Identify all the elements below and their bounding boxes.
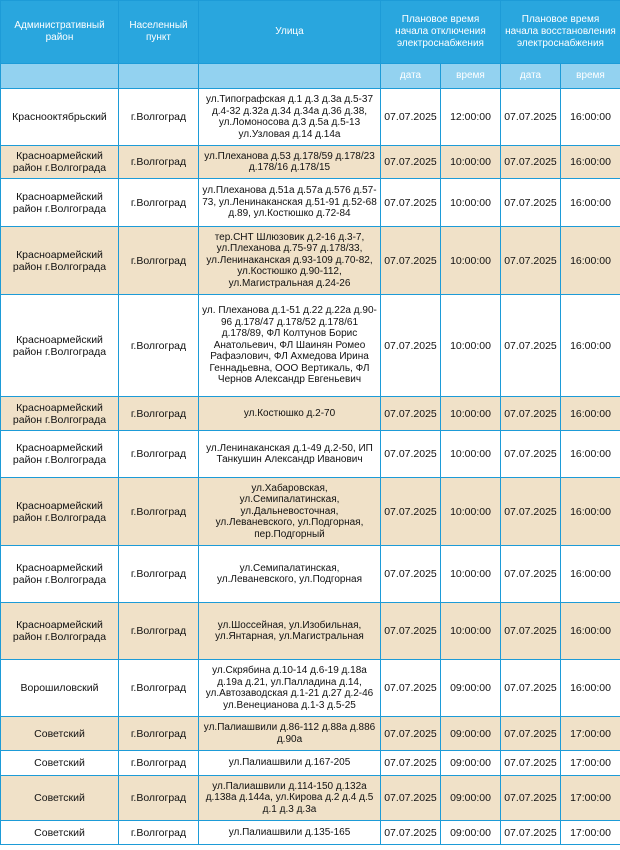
subheader-on-date: дата xyxy=(501,64,561,89)
cell-off-time: 10:00:00 xyxy=(441,546,501,603)
cell-on-date: 07.07.2025 xyxy=(501,776,561,821)
cell-locality: г.Волгоград xyxy=(119,146,199,179)
cell-on-date: 07.07.2025 xyxy=(501,431,561,478)
header-street: Улица xyxy=(199,1,381,64)
cell-locality: г.Волгоград xyxy=(119,478,199,546)
table-row xyxy=(1,146,620,179)
table-row xyxy=(1,751,620,776)
cell-district: Ворошиловский xyxy=(1,660,119,717)
cell-off-date: 07.07.2025 xyxy=(381,478,441,546)
cell-district: Советский xyxy=(1,821,119,845)
table-row xyxy=(1,660,620,717)
header-off-time: Плановое время начала отключения электроснабжения xyxy=(381,1,501,64)
cell-off-time: 10:00:00 xyxy=(441,397,501,431)
subheader-blank xyxy=(119,64,199,89)
cell-district: Красноармейский район г.Волгограда xyxy=(1,546,119,603)
cell-district: Красноармейский район г.Волгограда xyxy=(1,179,119,227)
cell-on-time: 16:00:00 xyxy=(561,431,620,478)
table-row xyxy=(1,603,620,660)
cell-locality: г.Волгоград xyxy=(119,821,199,845)
table-row xyxy=(1,431,620,478)
cell-on-time: 16:00:00 xyxy=(561,295,620,397)
cell-district: Советский xyxy=(1,751,119,776)
cell-on-date: 07.07.2025 xyxy=(501,179,561,227)
cell-locality: г.Волгоград xyxy=(119,397,199,431)
cell-off-time: 10:00:00 xyxy=(441,227,501,295)
cell-street: ул.Семипалатинская, ул.Леваневского, ул.Подгорная xyxy=(199,546,381,603)
cell-on-time: 16:00:00 xyxy=(561,397,620,431)
cell-on-date: 07.07.2025 xyxy=(501,295,561,397)
cell-on-time: 17:00:00 xyxy=(561,776,620,821)
cell-on-date: 07.07.2025 xyxy=(501,146,561,179)
table-row xyxy=(1,546,620,603)
cell-off-time: 10:00:00 xyxy=(441,179,501,227)
cell-off-time: 10:00:00 xyxy=(441,478,501,546)
cell-off-date: 07.07.2025 xyxy=(381,717,441,751)
cell-off-date: 07.07.2025 xyxy=(381,546,441,603)
cell-on-time: 16:00:00 xyxy=(561,179,620,227)
table-row xyxy=(1,821,620,845)
cell-locality: г.Волгоград xyxy=(119,295,199,397)
cell-off-date: 07.07.2025 xyxy=(381,603,441,660)
cell-off-time: 10:00:00 xyxy=(441,146,501,179)
table-row xyxy=(1,478,620,546)
table-row xyxy=(1,89,620,146)
cell-locality: г.Волгоград xyxy=(119,776,199,821)
table-row xyxy=(1,179,620,227)
cell-street: ул.Скрябина д.10-14 д.6-19 д.18а д.19а д.21, ул.Палладина д.14, ул.Автозаводская д.1-21 д.27 д.2-46 ул.Венецианова д.1-3 д.5-25 xyxy=(199,660,381,717)
cell-district: Красноармейский район г.Волгограда xyxy=(1,146,119,179)
cell-district: Советский xyxy=(1,717,119,751)
cell-on-date: 07.07.2025 xyxy=(501,89,561,146)
cell-locality: г.Волгоград xyxy=(119,660,199,717)
table-row xyxy=(1,397,620,431)
cell-street: ул.Палиашвили д.135-165 xyxy=(199,821,381,845)
cell-off-date: 07.07.2025 xyxy=(381,821,441,845)
cell-street: ул. Плеханова д.1-51 д.22 д.22а д.90-96 д.178/47 д.178/52 д.178/61 д.178/89, ФЛ Колтунов Борис Анатольевич, ФЛ Шаинян Ромео Рафаэлович, ФЛ Ахмедова Ирина Геннадьевна, ООО Вертикаль, ФЛ Чернов Александр Евгеньевич xyxy=(199,295,381,397)
cell-locality: г.Волгоград xyxy=(119,751,199,776)
cell-on-time: 16:00:00 xyxy=(561,89,620,146)
cell-on-date: 07.07.2025 xyxy=(501,227,561,295)
cell-on-time: 16:00:00 xyxy=(561,227,620,295)
cell-off-time: 12:00:00 xyxy=(441,89,501,146)
subheader-off-time: время xyxy=(441,64,501,89)
cell-on-date: 07.07.2025 xyxy=(501,717,561,751)
cell-off-date: 07.07.2025 xyxy=(381,146,441,179)
subheader-blank xyxy=(199,64,381,89)
cell-district: Советский xyxy=(1,776,119,821)
cell-locality: г.Волгоград xyxy=(119,717,199,751)
cell-on-time: 17:00:00 xyxy=(561,717,620,751)
table-row xyxy=(1,717,620,751)
cell-street: ул.Типографская д.1 д.3 д.3а д.5-37 д.4-32 д.32а д.34 д.34а д.36 д.38, ул.Ломоносова д.3 д.5а д.5-13 ул.Узловая д.14 д.14а xyxy=(199,89,381,146)
cell-on-date: 07.07.2025 xyxy=(501,660,561,717)
cell-off-time: 10:00:00 xyxy=(441,603,501,660)
cell-locality: г.Волгоград xyxy=(119,89,199,146)
cell-street: ул.Палиашвили д.167-205 xyxy=(199,751,381,776)
cell-on-time: 17:00:00 xyxy=(561,751,620,776)
cell-district: Красноармейский район г.Волгограда xyxy=(1,603,119,660)
cell-off-date: 07.07.2025 xyxy=(381,227,441,295)
cell-district: Красноармейский район г.Волгограда xyxy=(1,478,119,546)
cell-street: ул.Ленинаканская д.1-49 д.2-50, ИП Танкушин Александр Иванович xyxy=(199,431,381,478)
cell-street: ул.Палиашвили д.86-112 д.88а д.886 д.90а xyxy=(199,717,381,751)
cell-off-date: 07.07.2025 xyxy=(381,776,441,821)
cell-on-time: 16:00:00 xyxy=(561,146,620,179)
cell-on-time: 16:00:00 xyxy=(561,660,620,717)
header-district: Административный район xyxy=(1,1,119,64)
cell-district: Красноармейский район г.Волгограда xyxy=(1,227,119,295)
header-locality: Населенный пункт xyxy=(119,1,199,64)
table-row xyxy=(1,295,620,397)
cell-district: Красноармейский район г.Волгограда xyxy=(1,397,119,431)
cell-off-time: 09:00:00 xyxy=(441,776,501,821)
cell-off-date: 07.07.2025 xyxy=(381,89,441,146)
subheader-off-date: дата xyxy=(381,64,441,89)
cell-street: ул.Палиашвили д.114-150 д.132а д.138а д.144а, ул.Кирова д.2 д.4 д.5 д.1 д.3 д.3а xyxy=(199,776,381,821)
cell-on-time: 16:00:00 xyxy=(561,546,620,603)
cell-off-date: 07.07.2025 xyxy=(381,751,441,776)
cell-district: Красноармейский район г.Волгограда xyxy=(1,295,119,397)
header-restore-time: Плановое время начала восстановления электроснабжения xyxy=(501,1,620,64)
cell-off-time: 09:00:00 xyxy=(441,717,501,751)
cell-on-date: 07.07.2025 xyxy=(501,546,561,603)
cell-locality: г.Волгоград xyxy=(119,179,199,227)
cell-district: Красноармейский район г.Волгограда xyxy=(1,431,119,478)
cell-street: ул.Костюшко д.2-70 xyxy=(199,397,381,431)
cell-off-time: 09:00:00 xyxy=(441,660,501,717)
cell-on-time: 17:00:00 xyxy=(561,821,620,845)
cell-off-date: 07.07.2025 xyxy=(381,179,441,227)
subheader-blank xyxy=(1,64,119,89)
table-row xyxy=(1,227,620,295)
cell-off-date: 07.07.2025 xyxy=(381,295,441,397)
cell-on-date: 07.07.2025 xyxy=(501,751,561,776)
cell-locality: г.Волгоград xyxy=(119,546,199,603)
cell-locality: г.Волгоград xyxy=(119,603,199,660)
cell-on-time: 16:00:00 xyxy=(561,478,620,546)
cell-on-date: 07.07.2025 xyxy=(501,397,561,431)
cell-off-time: 10:00:00 xyxy=(441,431,501,478)
cell-off-date: 07.07.2025 xyxy=(381,431,441,478)
cell-locality: г.Волгоград xyxy=(119,431,199,478)
cell-off-time: 09:00:00 xyxy=(441,821,501,845)
subheader-on-time: время xyxy=(561,64,620,89)
table-row xyxy=(1,776,620,821)
cell-on-time: 16:00:00 xyxy=(561,603,620,660)
cell-street: ул.Шоссейная, ул.Изобильная, ул.Янтарная, ул.Магистральная xyxy=(199,603,381,660)
cell-off-time: 09:00:00 xyxy=(441,751,501,776)
cell-street: тер.СНТ Шлюзовик д.2-16 д.3-7, ул.Плеханова д.75-97 д.178/33, ул.Ленинаканская д.93-109 д.70-82, ул.Костюшко д.90-112, ул.Магистральная д.24-26 xyxy=(199,227,381,295)
cell-on-date: 07.07.2025 xyxy=(501,821,561,845)
cell-off-date: 07.07.2025 xyxy=(381,660,441,717)
cell-on-date: 07.07.2025 xyxy=(501,478,561,546)
cell-street: ул.Плеханова д.51а д.57а д.576 д.57-73, ул.Ленинаканская д.51-91 д.52-68 д.89, ул.Костюшко д.72-84 xyxy=(199,179,381,227)
cell-off-time: 10:00:00 xyxy=(441,295,501,397)
cell-off-date: 07.07.2025 xyxy=(381,397,441,431)
cell-on-date: 07.07.2025 xyxy=(501,603,561,660)
cell-street: ул.Плеханова д.53 д.178/59 д.178/23 д.178/16 д.178/15 xyxy=(199,146,381,179)
cell-locality: г.Волгоград xyxy=(119,227,199,295)
cell-street: ул.Хабаровская, ул.Семипалатинская, ул.Дальневосточная, ул.Леваневского, ул.Подгорная, пер.Подгорный xyxy=(199,478,381,546)
cell-district: Краснооктябрьский xyxy=(1,89,119,146)
